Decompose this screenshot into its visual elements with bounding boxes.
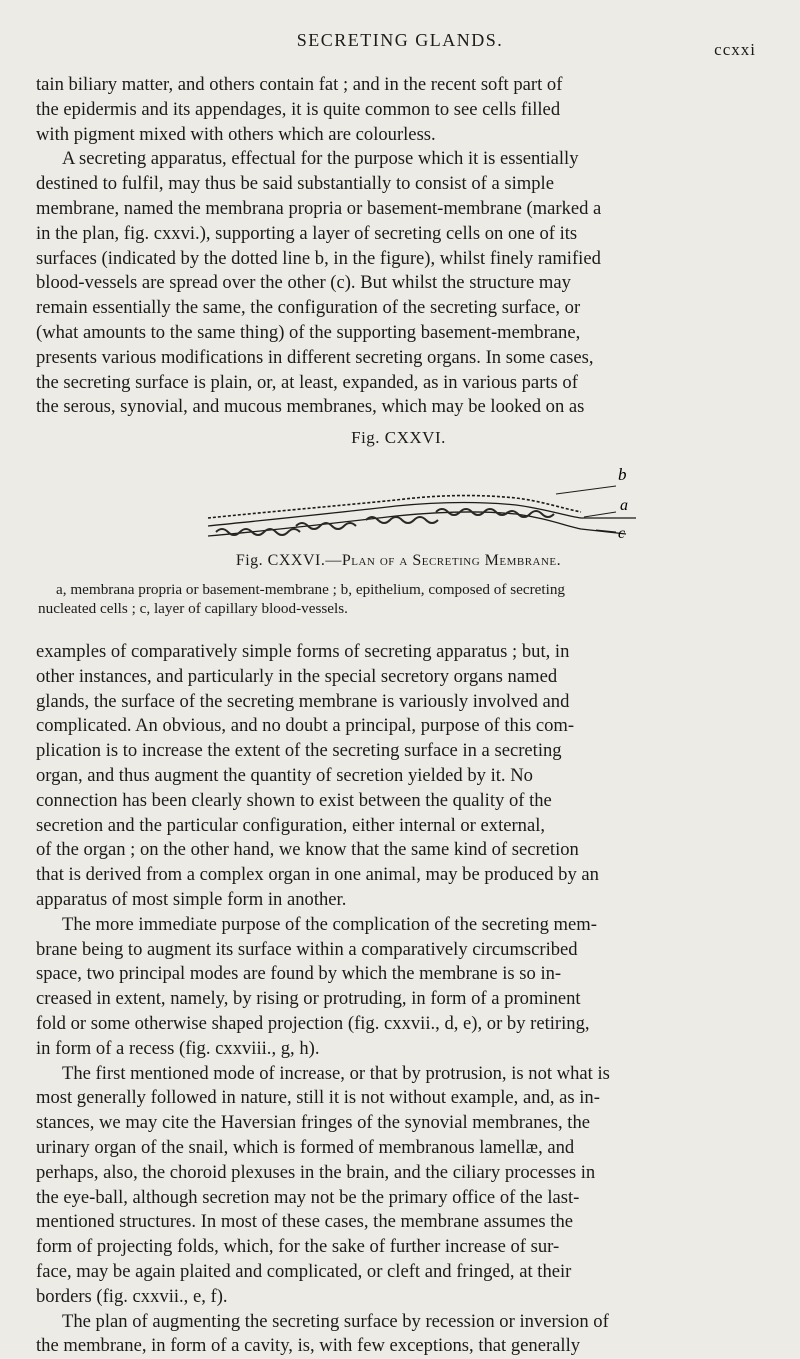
text-line: membrane, named the membrana propria or basement-membrane (marked a — [36, 197, 602, 219]
running-head — [0, 30, 800, 58]
figure-label-b: b — [618, 465, 627, 484]
text-line: surfaces (indicated by the dotted line b, in the figure), whilst finely ramified — [36, 247, 601, 269]
upper-text — [36, 73, 761, 420]
paragraph-4 — [36, 913, 761, 1062]
lower-text — [36, 640, 761, 1359]
text-line: (what amounts to the same thing) of the supporting basement-membrane, — [36, 321, 581, 343]
text-line: the serous, synovial, and mucous membranes, which may be looked on as — [36, 396, 585, 418]
text-line: apparatus of most simple form in another. — [36, 888, 347, 910]
leader-line-b — [556, 486, 616, 494]
text-line: connection has been clearly shown to exist between the quality of the — [36, 789, 552, 811]
text-line: mentioned structures. In most of these cases, the membrane assumes the — [36, 1211, 574, 1233]
figure-caption-title: Plan of a Secreting Membrane. — [341, 552, 562, 569]
figure-cxxvi — [36, 428, 761, 628]
text-line: the eye-ball, although secretion may not be the primary office of the last- — [36, 1186, 580, 1208]
text-line: creased in extent, namely, by rising or protruding, in form of a prominent — [36, 988, 581, 1010]
text-line: plication is to increase the extent of the secreting surface in a secreting — [36, 740, 562, 762]
legend-line: a, membrana propria or basement-membrane ; b, epithelium, composed of secreting — [56, 581, 566, 598]
secreting-membrane-illustration — [36, 446, 761, 546]
text-line: that is derived from a complex organ in one animal, may be produced by an — [36, 864, 599, 886]
running-title: SECRETING GLANDS. — [296, 30, 504, 50]
paragraph-5 — [36, 1062, 761, 1310]
text-line: destined to fulfil, may thus be said substantially to consist of a simple — [36, 173, 554, 195]
text-line: organ, and thus augment the quantity of secretion yielded by it. No — [36, 764, 533, 786]
text-line: The first mentioned mode of increase, or that by protrusion, is not what is — [62, 1062, 610, 1084]
text-line: the membrane, in form of a cavity, is, with few exceptions, that generally — [36, 1335, 581, 1357]
text-line: face, may be again plaited and complicated, or cleft and fringed, at their — [36, 1260, 572, 1282]
text-line: most generally followed in nature, still it is not without example, and, as in- — [36, 1087, 600, 1109]
text-line: other instances, and particularly in the special secretory organs named — [36, 665, 558, 687]
text-line: presents various modifications in different secreting organs. In some cases, — [36, 346, 594, 368]
text-line: blood-vessels are spread over the other (c). But whilst the structure may — [36, 272, 571, 294]
text-line: brane being to augment its surface within a comparatively circumscribed — [36, 938, 578, 960]
paragraph-2 — [36, 147, 761, 420]
text-line: complicated. An obvious, and no doubt a principal, purpose of this com- — [36, 715, 575, 737]
text-line: The more immediate purpose of the complication of the secreting mem- — [62, 913, 597, 935]
text-line: with pigment mixed with others which are colourless. — [36, 123, 436, 145]
paragraph-1 — [36, 73, 761, 147]
text-line: The plan of augmenting the secreting surface by recession or inversion of — [62, 1310, 609, 1332]
text-line: secretion and the particular configuration, either internal or external, — [36, 814, 546, 836]
text-line: form of projecting folds, which, for the sake of further increase of sur- — [36, 1236, 560, 1258]
figure-label-c: c — [618, 525, 626, 542]
text-line: the secreting surface is plain, or, at least, expanded, as in various parts of — [36, 371, 578, 393]
text-line: glands, the surface of the secreting membrane is variously involved and — [36, 690, 570, 712]
figure-label-a: a — [620, 497, 628, 514]
text-line: urinary organ of the snail, which is formed of membranous lamellæ, and — [36, 1136, 575, 1158]
text-line: perhaps, also, the choroid plexuses in the brain, and the ciliary processes in — [36, 1161, 596, 1183]
text-line: tain biliary matter, and others contain fat ; and in the recent soft part of — [36, 74, 563, 95]
figure-caption — [36, 552, 761, 570]
page-number: ccxxi — [714, 40, 756, 59]
legend-line: nucleated cells ; c, layer of capillary blood-vessels. — [38, 600, 348, 617]
text-line: in form of a recess (fig. cxxviii., g, h). — [36, 1037, 320, 1059]
capillary-layer-line — [208, 512, 626, 536]
text-line: remain essentially the same, the configuration of the secreting surface, or — [36, 297, 581, 319]
figure-title: Fig. CXXVI. — [351, 428, 446, 447]
leader-line-a — [584, 512, 616, 517]
text-line: A secreting apparatus, effectual for the purpose which it is essentially — [62, 148, 579, 170]
text-line: fold or some otherwise shaped projection (fig. cxxvii., d, e), or by retiring, — [36, 1012, 590, 1034]
text-line: examples of comparatively simple forms of secreting apparatus ; but, in — [36, 641, 570, 662]
text-line: of the organ ; on the other hand, we know that the same kind of secretion — [36, 839, 579, 861]
figure-legend — [38, 580, 758, 618]
text-line: space, two principal modes are found by which the membrane is so in- — [36, 963, 562, 985]
text-line: stances, we may cite the Haversian fringes of the synovial membranes, the — [36, 1112, 591, 1134]
text-line: the epidermis and its appendages, it is quite common to see cells filled — [36, 98, 561, 120]
paragraph-3 — [36, 640, 761, 913]
text-line: in the plan, fig. cxxvi.), supporting a layer of secreting cells on one of its — [36, 222, 578, 244]
figure-caption-prefix: Fig. CXXVI.— — [235, 552, 342, 569]
text-line: borders (fig. cxxvii., e, f). — [36, 1285, 228, 1307]
